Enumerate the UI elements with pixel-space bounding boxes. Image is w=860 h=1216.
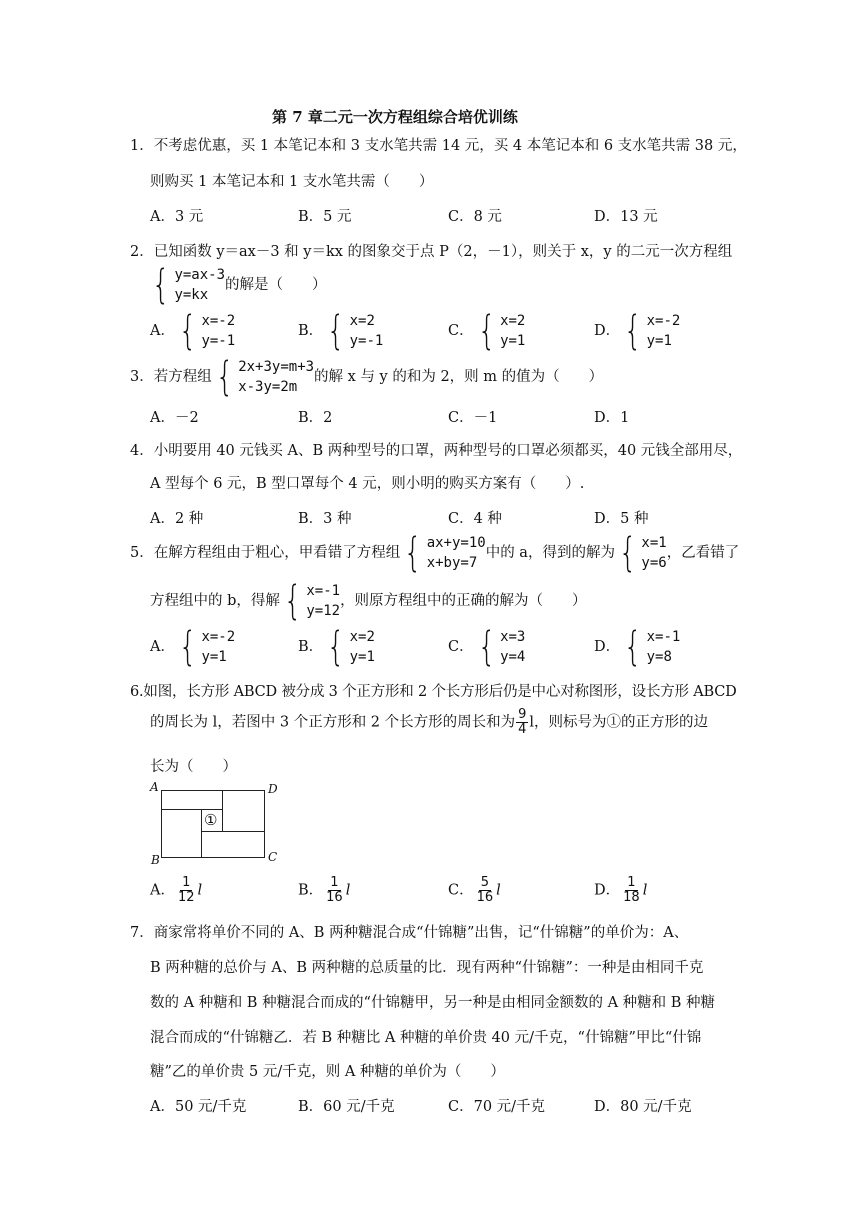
q7-option-c: C．70 元/千克 xyxy=(448,1099,546,1115)
q2-line1: 2．已知函数 y＝ax－3 和 y＝kx 的图象交于点 P（2，－1），则关于 x，y 的二元一次方程组 xyxy=(130,244,733,260)
q5-line1: 5．在解方程组由于粗心，甲看错了方程组 { ax+y=10 x+by=7 中的 a，得到的解为 { x=1 y=6 ，乙看错了 xyxy=(130,530,740,576)
q1-line2: 则购买 1 本笔记本和 1 支水笔共需（ ） xyxy=(150,174,434,190)
q2-option-d: D． { x=-2 y=1 xyxy=(594,308,681,354)
q3-option-a: A．－2 xyxy=(150,410,199,426)
figure-label-c: C xyxy=(268,850,278,864)
q4-line1: 4．小明要用 40 元钱买 A、B 两种型号的口罩，两种型号的口罩必须都买，40 元钱全部用尽， xyxy=(130,443,743,459)
q2-tail: 的解是（ ） xyxy=(225,277,327,293)
q2-eq1: y=ax-3 xyxy=(174,267,226,283)
figure-left-square xyxy=(161,809,202,858)
q1-option-b: B．5 元 xyxy=(298,209,352,225)
q6-line2: 的周长为 l，若图中 3 个正方形和 2 个长方形的周长和为 $\frac{9}{4}$ l，则标号为①的正方形的边 xyxy=(150,707,709,737)
q5-option-b: B． { x=2 y=1 xyxy=(298,624,375,670)
q6-option-d: D． $\frac{1}{18}$ l xyxy=(594,875,648,905)
figure-label-a: A xyxy=(150,780,159,794)
q7-option-d: D．80 元/千克 xyxy=(594,1099,692,1115)
q5-option-a: A． { x=-2 y=1 xyxy=(150,624,236,670)
q5-option-c: C． { x=3 y=4 xyxy=(448,624,526,670)
figure-right-square xyxy=(222,790,265,832)
q2-eq2: y=kx xyxy=(174,287,209,303)
q4-option-d: D．5 种 xyxy=(594,511,649,527)
q6-option-a: A． $\frac{1}{12}$ l xyxy=(150,875,203,905)
q7-line3: 数的 A 种糖和 B 种糖混合而成的“什锦糖甲，另一种是由相同金额数的 A 种糖和 B 种糖 xyxy=(150,995,716,1011)
q7-line5: 糖”乙的单价贵 5 元/千克，则 A 种糖的单价为（ ） xyxy=(150,1064,505,1080)
q4-option-a: A．2 种 xyxy=(150,511,204,527)
q5-solution-2: { x=-1 y=12 xyxy=(283,578,341,624)
q3-system: { 2x+3y=m+3 x-3y=2m xyxy=(215,354,315,400)
q4-option-c: C．4 种 xyxy=(448,511,502,527)
q6-line3: 长为（ ） xyxy=(150,759,237,775)
q7-option-a: A．50 元/千克 xyxy=(150,1099,247,1115)
q1-option-c: C．8 元 xyxy=(448,209,502,225)
q3-line1: 3．若方程组 { 2x+3y=m+3 x-3y=2m 的解 x 与 y 的和为 2，则 m 的值为（ ） xyxy=(130,354,604,400)
figure-mark: ① xyxy=(204,811,218,829)
figure-bottom-rect xyxy=(201,831,265,858)
q5-system: { ax+y=10 x+by=7 xyxy=(404,530,486,576)
q5-option-d: D． { x=-1 y=8 xyxy=(594,624,681,670)
q7-line4: 混合而成的“什锦糖乙．若 B 种糖比 A 种糖的单价贵 40 元/千克，“什锦糖”甲比“什锦 xyxy=(150,1030,702,1046)
q1-option-a: A．3 元 xyxy=(150,209,204,225)
q7-option-b: B．60 元/千克 xyxy=(298,1099,395,1115)
q6-fraction: $\frac{9}{4}$ xyxy=(518,707,527,737)
q5-line2: 方程组中的 b，得解 { x=-1 y=12 ，则原方程组中的正确的解为（ ） xyxy=(150,578,587,624)
page-title: 第 7 章二元一次方程组综合培优训练 xyxy=(272,108,518,126)
q7-line2: B 两种糖的总价与 A、B 两种糖的总质量的比．现有两种“什锦糖”：一种是由相同千克 xyxy=(150,960,704,976)
q6-option-b: B． $\frac{1}{16}$ l xyxy=(298,875,351,905)
q2-system-line xyxy=(148,262,327,308)
q2-option-a: A． { x=-2 y=-1 xyxy=(150,308,236,354)
q7-line1: 7．商家常将单价不同的 A、B 两种糖混合成“什锦糖”出售，记“什锦糖”的单价为：A、 xyxy=(130,925,689,941)
q2-option-b: B． { x=2 y=-1 xyxy=(298,308,384,354)
q6-option-c: C． $\frac{5}{16}$ l xyxy=(448,875,501,905)
q4-line2: A 型每个 6 元，B 型口罩每个 4 元，则小明的购买方案有（ ）. xyxy=(150,476,585,492)
q4-option-b: B．3 种 xyxy=(298,511,352,527)
q1-line1: 1．不考虑优惠，买 1 本笔记本和 3 支水笔共需 14 元，买 4 本笔记本和 6 支水笔共需 38 元， xyxy=(130,138,747,154)
q3-option-c: C．－1 xyxy=(448,410,498,426)
q5-solution-1: { x=1 y=6 xyxy=(618,530,667,576)
figure-label-b: B xyxy=(151,853,160,867)
q1-option-d: D．13 元 xyxy=(594,209,658,225)
q3-option-b: B．2 xyxy=(298,410,333,426)
q2-option-c: C． { x=2 y=1 xyxy=(448,308,526,354)
q2-system: { y=ax-3 y=kx xyxy=(151,262,226,308)
q6-line1: 6.如图，长方形 ABCD 被分成 3 个正方形和 2 个长方形后仍是中心对称图形，设长方形 ABCD xyxy=(130,684,737,700)
figure-label-d: D xyxy=(268,782,278,796)
q3-option-d: D．1 xyxy=(594,410,630,426)
figure-top-rect xyxy=(161,790,223,810)
